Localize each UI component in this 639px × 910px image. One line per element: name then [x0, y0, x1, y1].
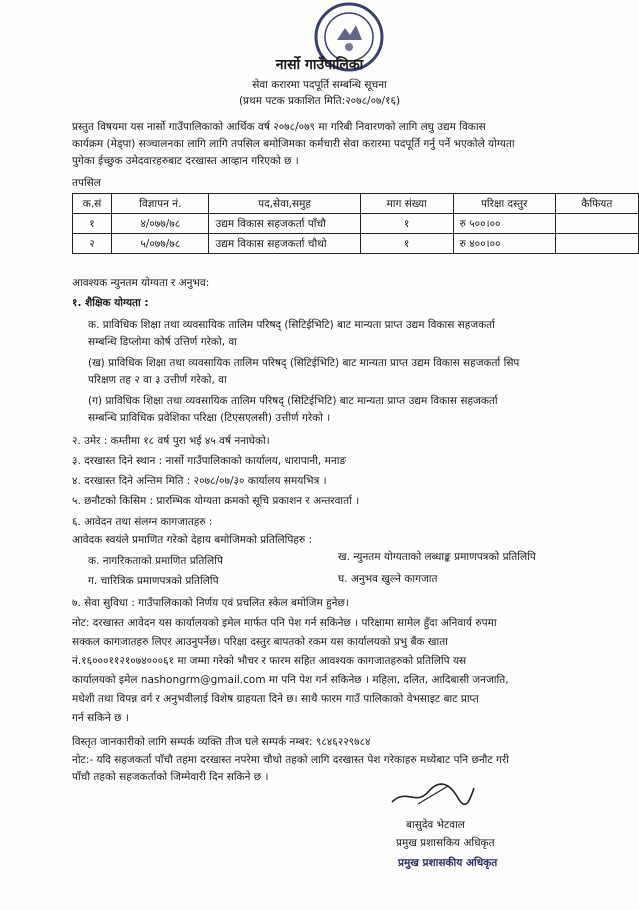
- table-cell: १: [360, 214, 453, 234]
- table-cell: १: [73, 214, 112, 234]
- table-cell: [555, 214, 638, 234]
- note-line: नोट: दरखास्त आवेदन यस कार्यालयको इमेल मार्फत पनि पेश गर्न सकिनेछ । परिक्षामा सामेल हुँदा अनिवार्य रुपमा: [72, 617, 497, 629]
- publish-date: (प्रथम पटक प्रकाशित मिति:२०७८/०७/१६): [238, 95, 401, 107]
- official-stamp: प्रमुख प्रशासकीय अधिकृत: [398, 857, 498, 869]
- note-line: सक्कल कागजातहरु लिएर आउनुपर्नेछ। परिक्षा दस्तुर बापतको रकम यस कार्यालयको प्रभु बैंक खाता: [72, 636, 448, 648]
- table-cell: रु ४००।००: [453, 234, 555, 254]
- column-header: कैफियत: [555, 194, 638, 214]
- table-row: [73, 214, 639, 234]
- education-item: सम्बन्धि प्राविधिक प्रवेशिका परिक्षा (टिएसएलसी) उत्तीर्ण गरेको ।: [88, 412, 331, 424]
- note-line: नोट:- यदि सहजकर्ता पाँचौ तहमा दरखास्त नपरेमा चौथो तहको लागि दरखास्त पेश गरेकाहरु मध्येबाट पनि छनौट गरी: [72, 754, 509, 766]
- vacancy-table: [72, 193, 639, 254]
- table-cell: ४/०७७/७८: [112, 214, 209, 234]
- column-header: पद,सेवा,समुह: [209, 194, 360, 214]
- signatory-post: प्रमुख प्रशासकिय अधिकृत: [396, 837, 495, 849]
- requirements-heading: आवश्यक न्युनतम योग्यता र अनुभव:: [72, 277, 210, 289]
- note-line: मधेशी तथा विपन्न वर्ग र अनुभवीलाई विशेष ग्राहयता दिने छ। साथै फारम गाउँ पालिकाको वेभसाइट बाट प्राप्त: [72, 693, 479, 705]
- intro-line: प्रस्तुत विषयमा यस नार्सो गाउँपालिकाको आर्थिक वर्ष २०७८/०७९ मा गरिबी निवारणको लागि लघु उद्यम विकास: [72, 121, 486, 133]
- service-facility: ७. सेवा सुविधा : गाउँपालिकाको निर्णय एवं प्रचलित स्केल बमोजिम हुनेछ।: [72, 597, 349, 609]
- column-header: क.सं: [73, 194, 112, 214]
- document-item: घ. अनुभव खुल्ने कागजात: [338, 573, 438, 585]
- table-cell: २: [73, 234, 112, 254]
- education-item: क. प्राविधिक शिक्षा तथा व्यवसायिक तालिम परिषद् (सिटिईभिटि) बाट मान्यता प्राप्त उद्यम विकास सहजकर्ता: [88, 319, 495, 331]
- table-cell: रु ५००।००: [453, 214, 555, 234]
- note-line: पाँचौ तहको सहजकर्ताको जिम्मेवारी दिन सकिने छ ।: [72, 771, 269, 783]
- table-cell: १: [360, 234, 453, 254]
- table-cell: उद्यम विकास सहजकर्ता चौथो: [209, 234, 360, 254]
- table-cell: ५/०७७/७८: [112, 234, 209, 254]
- column-header: परिक्षा दस्तुर: [453, 194, 555, 214]
- note-line: कार्यालयको इमेल nashongrm@gmail.com मा पनि पेश गर्न सकिनेछ । महिला, दलित, आदिबासी जनजाति,: [72, 674, 509, 686]
- selection-method: ५. छनौटको किसिम : प्रारम्भिक योग्यता क्रमको सूचि प्रकाशन र अन्तरवार्ता ।: [72, 495, 360, 507]
- column-header: विज्ञापन नं.: [112, 194, 209, 214]
- table-caption: तपसिल: [72, 177, 101, 189]
- education-item: (ख) प्राविधिक शिक्षा तथा व्यवसायिक तालिम परिषद् (सिटिईभिटि) बाट मान्यता प्राप्त उद्यम विकास सहजकर्ता सिप: [88, 357, 520, 369]
- signature-icon: [388, 780, 478, 810]
- application-deadline: ४. दरखास्त दिने अन्तिम मिति : २०७८/०७/३० कार्यालय समयभित्र ।: [72, 475, 327, 487]
- education-item: सम्बन्धि डिप्लोमा कोर्ष उत्तिर्ण गरेको, वा: [88, 336, 237, 348]
- page-title: नार्सो गाउँपालिका: [275, 57, 364, 73]
- document-item: ग. चारित्रिक प्रमाणपत्रको प्रतिलिपि: [88, 575, 219, 587]
- notice-subtitle: सेवा करारमा पदपूर्ति सम्बन्धि सूचना: [252, 79, 387, 91]
- documents-heading: ६. आवेदन तथा संलग्न कागजातहरु :: [72, 516, 213, 528]
- table-cell: [555, 234, 638, 254]
- table-row: [73, 234, 639, 254]
- application-place: ३. दरखास्त दिने स्थान : नार्सो गाउँपालिकाको कार्यालय, धारापानी, मनाङ: [72, 455, 347, 467]
- intro-line: कार्यक्रम (मेड्पा) सञ्चालनका लागि लागि तपसिल बमोजिमका कर्मचारी सेवा करारमा पदपूर्ति गर्नु पर्ने भएकोले योग्यता: [72, 138, 515, 150]
- table-header-row: [73, 194, 639, 214]
- intro-line: पुगेका ईच्छुक उमेदवारहरुबाट दरखास्त आव्हान गरिएको छ ।: [72, 155, 299, 167]
- column-header: माग संख्या: [360, 194, 453, 214]
- documents-intro: आवेदक स्वयंले प्रमाणित गरेको देहाय बमोजिमको प्रतिलिपिहरु :: [72, 534, 313, 546]
- document-item: ख. न्युनतम योग्यताको लब्धाङ्क प्रमाणपत्रको प्रतिलिपि: [338, 551, 536, 563]
- education-item: (ग) प्राविधिक शिक्षा तथा व्यवसायिक तालिम परिषद् (सिटिईभिटि) बाट मान्यता प्राप्त उद्यम विकास सहजकर्ता: [88, 395, 498, 407]
- contact-info: विस्तृत जानकारीको लागि सम्पर्क व्यक्ति तीज घले सम्पर्क नम्बर: ९८४६२२९७८४: [72, 736, 371, 748]
- note-line: नं.१६०००११२१०७४०००६१ मा जम्मा गरेको भौचर र फारम सहित आवश्यक कागजातहरुको प्रतिलिपि यस: [72, 655, 467, 667]
- education-heading: १. शैक्षिक योग्यता :: [72, 297, 149, 309]
- note-line: गर्न सकिने छ ।: [72, 712, 129, 724]
- signatory-name: बासुदेव भेटवाल: [406, 819, 465, 831]
- age-requirement: २. उमेर : कम्तीमा १८ वर्ष पुरा भई ४५ वर्ष ननाघेको।: [72, 435, 270, 447]
- table-cell: उद्यम विकास सहजकर्ता पाँचौ: [209, 214, 360, 234]
- document-item: क. नागरिकताको प्रमाणित प्रतिलिपि: [88, 555, 223, 567]
- education-item: परिक्षण तह २ वा ३ उत्तीर्ण गरेको, वा: [88, 374, 227, 386]
